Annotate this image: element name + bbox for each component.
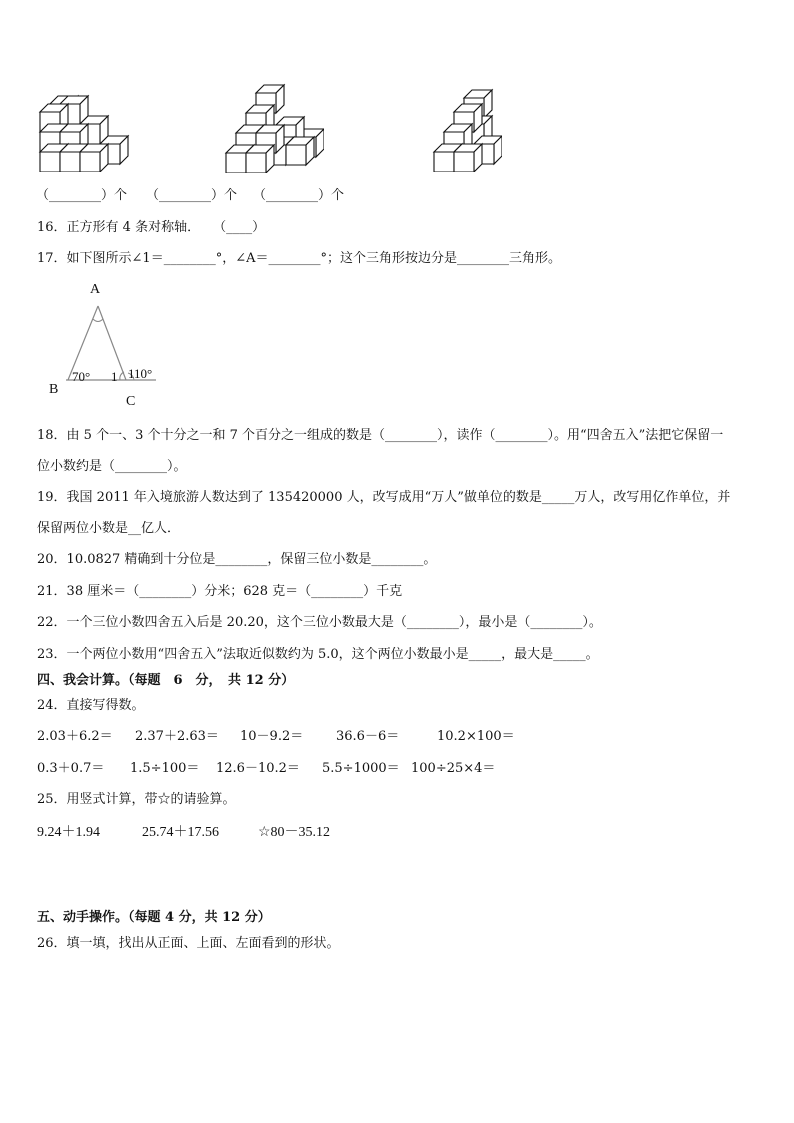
section-5-title: 五、动手操作。（每题 4 分，共 12 分） <box>37 910 271 925</box>
cube-face <box>60 152 80 172</box>
cube-answer-3: （________）个 <box>253 188 345 203</box>
question-18-line2: 位小数约是（________）。 <box>37 459 187 474</box>
calc-1-1: 2.03＋6.2＝ <box>37 729 113 744</box>
cube-face <box>286 145 306 165</box>
calc-2-1: 0.3＋0.7＝ <box>37 761 105 776</box>
cube-answer-1: （________）个 <box>36 188 128 203</box>
question-16: 16．正方形有 4 条对称轴． （____） <box>37 220 266 235</box>
question-23: 23．一个两位小数用“四舍五入”法取近似数约为 5.0，这个两位小数最小是_____，最大是_____。 <box>37 647 599 662</box>
calc-2-5: 100÷25×4＝ <box>411 761 496 776</box>
exterior-angle-label: 110° <box>128 366 153 381</box>
vertex-c-label: C <box>126 394 136 409</box>
cube-face <box>226 153 246 173</box>
vertex-b-label: B <box>49 382 59 397</box>
calc-2-3: 12.6－10.2＝ <box>216 761 300 776</box>
triangle-figure <box>44 280 174 412</box>
cube-face <box>246 153 266 173</box>
question-17: 17．如下图所示∠1＝________°，∠A＝________°；这个三角形按边分是________三角形。 <box>37 251 561 266</box>
calc-1-2: 2.37＋2.63＝ <box>135 729 219 744</box>
calc-1-4: 36.6－6＝ <box>336 729 400 744</box>
question-22: 22．一个三位小数四舍五入后是 20.20，这个三位小数最大是（________），最小是（________）。 <box>37 615 602 630</box>
cube-answer-2: （________）个 <box>146 188 238 203</box>
angle-1-label: 1 <box>111 369 118 384</box>
calc-2-4: 5.5÷1000＝ <box>322 761 400 776</box>
calc-1-5: 10.2×100＝ <box>437 729 515 744</box>
question-19-line1: 19．我国 2011 年入境旅游人数达到了 135420000 人，改写成用“万人”做单位的数是_____万人，改写用亿作单位，并 <box>37 490 731 505</box>
question-21: 21．38 厘米＝（________）分米；628 克＝（________）千克 <box>37 584 403 599</box>
question-26: 26．填一填，找出从正面、上面、左面看到的形状。 <box>37 936 340 951</box>
question-18-line1: 18．由 5 个一、3 个十分之一和 7 个百分之一组成的数是（________），读作（________）。用“四舍五入”法把它保留一 <box>37 428 724 443</box>
vertex-a-label: A <box>90 282 101 297</box>
cube-face <box>80 152 100 172</box>
question-19-line2: 保留两位小数是__亿人． <box>37 521 181 536</box>
question-20: 20．10.0827 精确到十分位是________，保留三位小数是________。 <box>37 552 437 567</box>
question-24: 24．直接写得数。 <box>37 698 145 713</box>
cube-figure-2 <box>224 83 324 173</box>
question-25: 25．用竖式计算，带☆的请验算。 <box>37 792 236 807</box>
vertical-calc-3: ☆80－35.12 <box>258 825 331 840</box>
vertical-calc-1: 9.24＋1.94 <box>37 825 100 840</box>
calc-1-3: 10－9.2＝ <box>240 729 304 744</box>
cube-face <box>434 152 454 172</box>
calc-2-2: 1.5÷100＝ <box>130 761 200 776</box>
vertical-calc-2: 25.74＋17.56 <box>142 825 219 840</box>
cube-figure-3 <box>432 88 502 172</box>
cube-face <box>40 152 60 172</box>
angle-b-label: 70° <box>72 369 91 384</box>
cube-face <box>454 152 474 172</box>
section-4-title: 四、我会计算。（每题 6 分， 共 12 分） <box>37 673 295 688</box>
cube-figure-1 <box>38 88 130 172</box>
